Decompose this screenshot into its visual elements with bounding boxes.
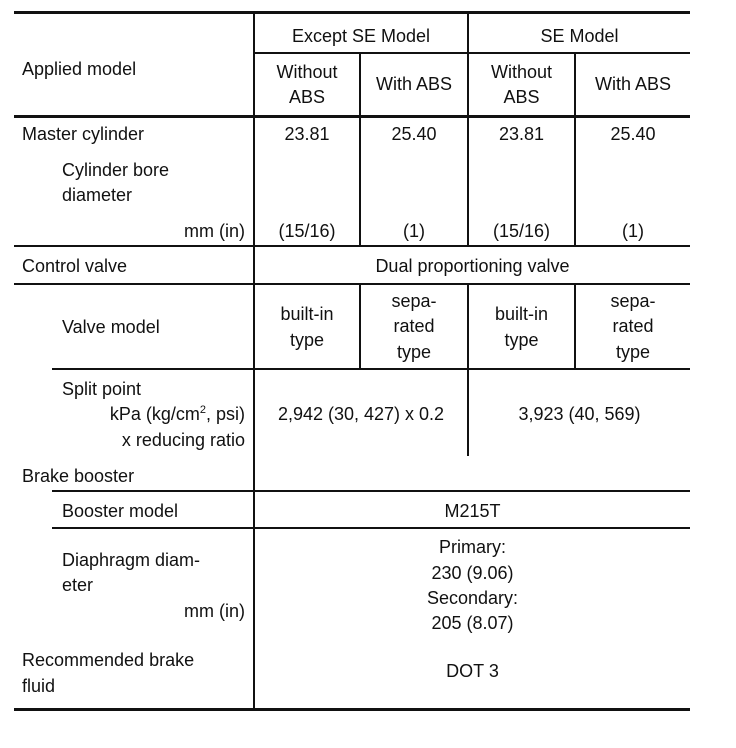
rule-under-control-valve (14, 283, 690, 285)
cylinder-bore-label-line2: diameter (62, 185, 133, 205)
diaphragm-primary-label: Primary: (439, 537, 506, 557)
valve-col2-line3: type (396, 342, 432, 362)
valve-col4-line1: sepa- (610, 291, 656, 311)
cylinder-bore-unit: mm (in) (184, 221, 245, 241)
valve-col2-line2: rated (393, 316, 435, 336)
booster-model-label: Booster model (62, 501, 179, 521)
valve-col2-line1: sepa- (391, 291, 437, 311)
diaphragm-primary-value: 230 (9.06) (431, 563, 514, 583)
master-cylinder-value-col2: 25.40 (391, 124, 437, 144)
rule-under-master-cylinder (14, 245, 690, 247)
brake-booster-label: Brake booster (22, 466, 135, 486)
diaphragm-secondary-value: 205 (8.07) (431, 613, 514, 633)
master-cylinder-inch-col1: (15/16) (278, 221, 336, 241)
master-cylinder-inch-col4: (1) (622, 221, 644, 241)
cylinder-bore-label-line1: Cylinder bore (62, 160, 170, 180)
master-cylinder-value-col1: 23.81 (284, 124, 330, 144)
split-point-unit-tail: , psi) (205, 404, 245, 424)
valve-model-label: Valve model (62, 317, 160, 337)
valve-col1-line2: type (289, 330, 325, 350)
col3-without-abs-line2: ABS (503, 87, 540, 107)
valve-col3-line2: type (504, 330, 539, 350)
split-point-except-se: 2,942 (30, 427) x 0.2 (277, 404, 445, 424)
split-point-label-line3: x reducing ratio (121, 430, 245, 450)
rule-above-booster-model (52, 490, 690, 492)
split-point-label-line1: Split point (62, 379, 142, 399)
superscript-two: 2 (199, 404, 206, 416)
rule-under-valve-model (52, 368, 690, 370)
control-valve-label: Control valve (22, 256, 128, 276)
col1-without-abs-line1: Without (276, 62, 338, 82)
split-point-label-line2 (60, 401, 245, 427)
brake-fluid-label-line1: Recommended brake (22, 650, 195, 670)
split-point-se: 3,923 (40, 569) (518, 404, 641, 424)
master-cylinder-inch-col2: (1) (403, 221, 425, 241)
rule-under-header (14, 115, 690, 118)
diaphragm-label-line2: eter (62, 575, 94, 595)
rule-under-model-groups (254, 52, 690, 54)
col2-with-abs: With ABS (375, 74, 453, 94)
control-valve-value: Dual proportioning valve (375, 256, 570, 276)
applied-model-label: Applied model (22, 59, 137, 79)
rule-bottom (14, 708, 690, 711)
rule-under-booster-model (52, 527, 690, 529)
col4-with-abs: With ABS (594, 74, 672, 94)
booster-model-value: M215T (444, 501, 501, 521)
valve-col4-line2: rated (612, 316, 654, 336)
brake-fluid-value: DOT 3 (446, 661, 499, 681)
brake-fluid-label-line2: fluid (22, 676, 56, 696)
valve-col1-line1: built-in (280, 304, 334, 324)
split-point-unit-text: kPa (kg/cm (109, 404, 200, 424)
diaphragm-label-line1: Diaphragm diam- (62, 550, 201, 570)
rule-top (14, 11, 690, 14)
diaphragm-secondary-label: Secondary: (426, 588, 519, 608)
se-model-header: SE Model (540, 26, 619, 46)
valve-col3-line1: built-in (494, 304, 549, 324)
diaphragm-unit: mm (in) (184, 601, 245, 621)
master-cylinder-value-col3: 23.81 (498, 124, 545, 144)
master-cylinder-inch-col3: (15/16) (492, 221, 551, 241)
valve-col4-line3: type (615, 342, 651, 362)
col3-without-abs-line1: Without (490, 62, 553, 82)
master-cylinder-value-col4: 25.40 (610, 124, 656, 144)
master-cylinder-label: Master cylinder (22, 124, 145, 144)
col1-without-abs-line2: ABS (288, 87, 326, 107)
except-se-model-header: Except SE Model (291, 26, 431, 46)
